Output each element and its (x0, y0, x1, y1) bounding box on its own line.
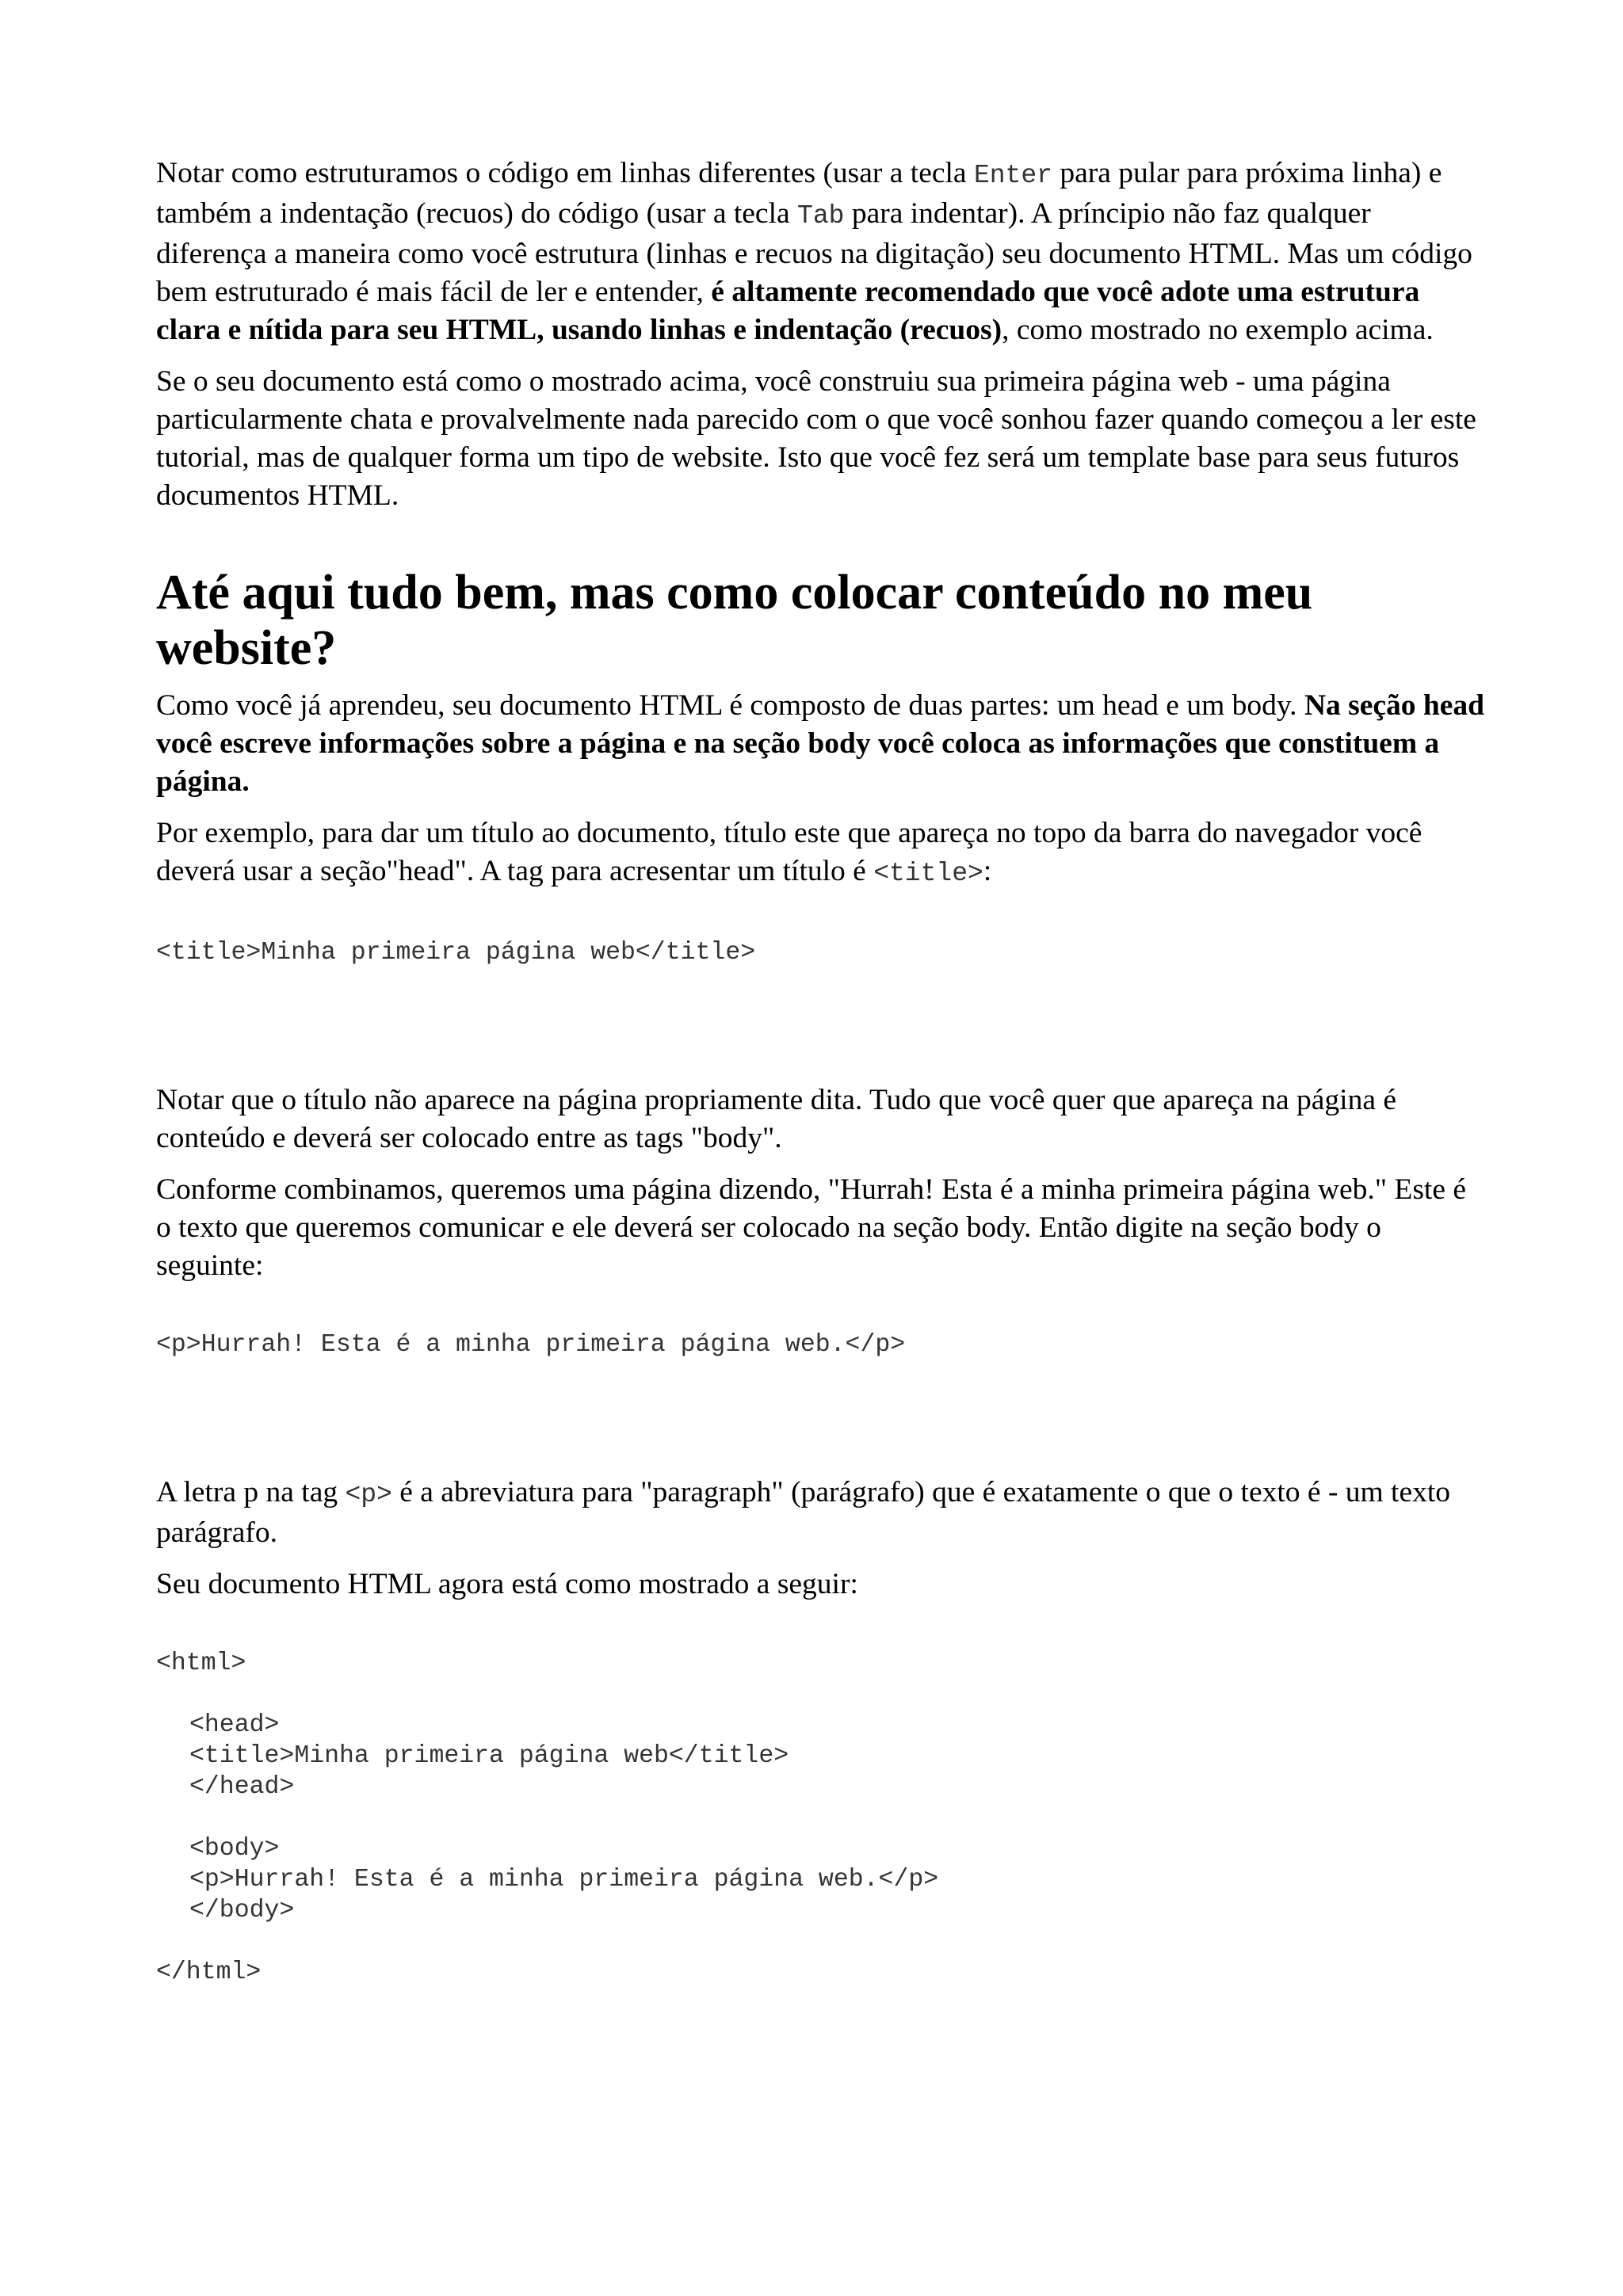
paragraph-title-note: Notar que o título não aparece na página propriamente dita. Tudo que você quer que apareça na página é conteúdo e deverá ser colocado entre as tags "body". (156, 1084, 1397, 1154)
paragraph-first-page: Se o seu documento está como o mostrado acima, você construiu sua primeira página web - uma página particularmente chata e provalvelmente nada parecido com o que você sonhou fazer quando começou a ler este tutorial, mas de qualquer forma um tipo de website. Isto que você fez será um template base para seus futuros documentos HTML. (156, 365, 1476, 512)
code-line: <html> (156, 1650, 246, 1677)
code-line: <head> (189, 1711, 280, 1739)
code-block-document (156, 1648, 1487, 1988)
code-line: <title>Minha primeira página web</title> (189, 1742, 789, 1770)
inline-code-enter: Enter (973, 161, 1052, 190)
paragraph-document-now: Seu documento HTML agora está como mostrado a seguir: (156, 1568, 858, 1600)
text: A letra p na tag (156, 1476, 346, 1508)
paragraph-title-tag (156, 814, 1487, 893)
text: Notar como estruturamos o código em linhas diferentes (usar a tecla (156, 157, 974, 189)
inline-code-tab: Tab (797, 201, 845, 231)
code-line: <p>Hurrah! Esta é a minha primeira página web.</p> (189, 1866, 939, 1894)
paragraph-hurrah: Conforme combinamos, queremos uma página dizendo, "Hurrah! Esta é a minha primeira página web." Este é o texto que queremos comunicar e ele deverá ser colocado na seção body. Então digite na seção body o seguinte: (156, 1173, 1467, 1282)
text: Como você já aprendeu, seu documento HTML é composto de duas partes: um head e um body. (156, 689, 1304, 722)
text: Por exemplo, para dar um título ao documento, título este que apareça no topo da barra do navegador você deverá usar a seção"head". A tag para acresentar um título é (156, 817, 1423, 887)
code-line: </html> (156, 1958, 262, 1986)
bold-recommendation: é altamente recomendado que você adote uma estrutura clara e nítida para seu HTML, usando linhas e indentação (recuos) (156, 276, 1420, 346)
text: é a abreviatura para "paragraph" (parágrafo) que é exatamente o que o texto é - um texto parágrafo. (156, 1476, 1451, 1549)
text: : (983, 855, 992, 887)
code-line: </head> (189, 1773, 295, 1801)
code-block-paragraph: <p>Hurrah! Esta é a minha primeira página web.</p> (156, 1331, 906, 1359)
text: para indentar). A príncipio não faz qualquer diferença a maneira como você estrutura (linhas e recuos na digitação) seu documento HTML. Mas um código bem estruturado é mais fácil de ler e entender, (156, 197, 1472, 308)
code-block-title: <title>Minha primeira página web</title> (156, 939, 756, 967)
paragraph-p-tag (156, 1474, 1487, 1552)
code-line: <body> (189, 1835, 280, 1863)
code-line: </body> (189, 1897, 295, 1924)
paragraph-code-structure (156, 154, 1487, 349)
text: para pular para próxima linha) e também a indentação (recuos) do código (usar a tecla (156, 157, 1442, 230)
paragraph-head-body (156, 687, 1487, 801)
inline-code-p: <p> (345, 1480, 392, 1509)
bold-head-body-info: Na seção head você escreve informações sobre a página e na seção body você coloca as informações que constituem a página. (156, 689, 1485, 798)
inline-code-title: <title> (873, 859, 983, 888)
section-heading: Até aqui tudo bem, mas como colocar conteúdo no meu website? (156, 566, 1313, 675)
document-page (156, 154, 1487, 1988)
text: , como mostrado no exemplo acima. (1002, 314, 1434, 346)
